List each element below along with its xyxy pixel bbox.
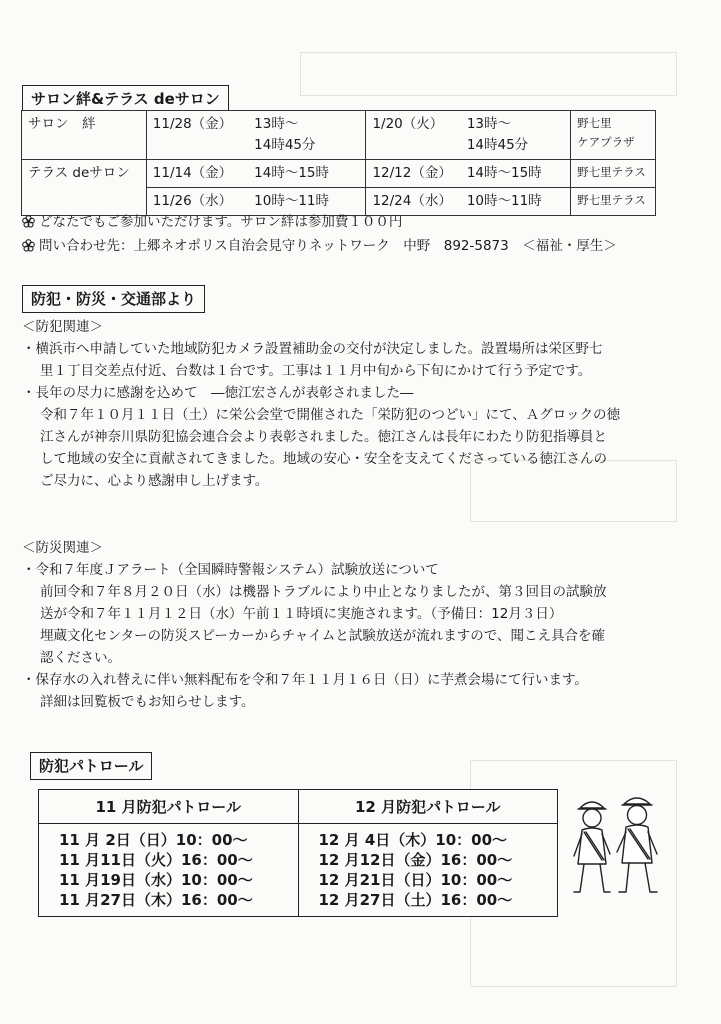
salon-date: 12/12（金）	[366, 160, 461, 188]
patrol-row	[39, 824, 558, 851]
salon-note	[22, 212, 402, 232]
patrol-section-title: 防犯パトロール	[30, 752, 152, 780]
salon-note-text: どなたでもご参加いただけます。サロン絆は参加費１００円	[39, 214, 403, 230]
bouhan-item-cont: して地域の安全に貢献されてきました。地域の安心・安全を支えてくださっている徳江さんの	[40, 451, 607, 467]
patrol-nov-date: 11 月27日（木）16：00～	[39, 890, 299, 917]
patrol-nov-date: 11 月 2日（日）10：00～	[39, 824, 299, 851]
salon-date: 12/24（水）	[366, 188, 461, 216]
bouhan-item-cont: 江さんが神奈川県防犯協会連合会より表彰されました。徳江さんは長年にわたり防犯指導員と	[40, 429, 607, 445]
bousai-item: ・令和７年度Ｊアラート（全国瞬時警報システム）試験放送について	[22, 562, 439, 578]
patrol-row	[39, 870, 558, 890]
patrol-dec-date: 12 月 4日（木）10：00～	[298, 824, 558, 851]
bousai-item-cont: 送が令和７年１１月１２日（水）午前１１時頃に実施されます。（予備日：12月３日）	[40, 606, 563, 622]
bouhan-item: ・長年の尽力に感謝を込めて ―徳江宏さんが表彰されました―	[22, 385, 414, 401]
salon-name: サロン 絆	[22, 111, 147, 160]
patrol-row	[39, 850, 558, 870]
bleed-through-box	[300, 52, 677, 96]
salon-section-title: サロン絆&テラス deサロン	[22, 85, 229, 113]
salon-row	[22, 111, 656, 160]
patrol-dec-date: 12 月27日（土）16：00～	[298, 890, 558, 917]
patrol-dec-date: 12 月21日（日）10：00～	[298, 870, 558, 890]
bousai-item-cont: 前回令和７年８月２０日（水）は機器トラブルにより中止となりましたが、第３回目の試験放	[40, 584, 607, 600]
bouhan-item-cont: 令和７年１０月１１日（土）に栄公会堂で開催された「栄防犯のつどい」にて、Ａグロックの徳	[40, 407, 620, 423]
bousai-item-cont: 認ください。	[40, 650, 121, 666]
salon-time: 14時～15時	[461, 160, 571, 188]
patrol-dec-date: 12 月12日（金）16：00～	[298, 850, 558, 870]
flower-icon	[22, 214, 35, 227]
salon-name: テラス deサロン	[22, 160, 147, 216]
bousai-section-body	[22, 537, 682, 713]
patrol-nov-date: 11 月19日（水）10：00～	[39, 870, 299, 890]
crime-section-body	[22, 316, 682, 492]
patrol-row	[39, 890, 558, 917]
salon-date: 11/28（金）	[146, 111, 248, 160]
salon-time: 13時～ 14時45分	[248, 111, 366, 160]
bouhan-item-cont: ご尽力に、心より感謝申し上げます。	[40, 473, 269, 489]
bousai-item-cont: 埋蔵文化センターの防災スピーカーからチャイムと試験放送が流れますので、聞こえ具合を確	[40, 628, 605, 644]
salon-time: 13時～ 14時45分	[461, 111, 571, 160]
salon-schedule-table	[21, 110, 656, 216]
salon-contact-text: 問い合わせ先：上郷ネオポリス自治会見守りネットワーク 中野 892-5873 ＜福祉・厚生＞	[39, 238, 617, 254]
salon-time: 10時～11時	[248, 188, 366, 216]
patrol-nov-date: 11 月11日（火）16：00～	[39, 850, 299, 870]
patrol-dec-heading: 12 月防犯パトロール	[298, 790, 558, 824]
salon-location: 野七里テラス	[571, 188, 656, 216]
flower-icon	[22, 238, 35, 251]
bouhan-item: ・横浜市へ申請していた地域防犯カメラ設置補助金の交付が決定しました。設置場所は栄区野七	[22, 341, 603, 357]
bousai-item-cont: 詳細は回覧板でもお知らせします。	[40, 694, 255, 710]
patrol-schedule-table	[38, 789, 558, 917]
salon-time: 14時～15時	[248, 160, 366, 188]
patrol-people-illustration	[562, 790, 672, 900]
patrol-nov-heading: 11 月防犯パトロール	[39, 790, 299, 824]
salon-location: 野七里テラス	[571, 160, 656, 188]
bousai-item: ・保存水の入れ替えに伴い無料配布を令和７年１１月１６日（日）に芋煮会場にて行います。	[22, 672, 588, 688]
salon-date: 11/14（金）	[146, 160, 248, 188]
salon-contact	[22, 236, 617, 256]
bouhan-heading: ＜防犯関連＞	[22, 319, 103, 335]
bouhan-item-cont: 里１丁目交差点付近、台数は１台です。工事は１１月中旬から下旬にかけて行う予定です。	[40, 363, 592, 379]
crime-section-title: 防犯・防災・交通部より	[22, 285, 205, 313]
salon-date: 1/20（火）	[366, 111, 461, 160]
salon-location: 野七里 ケアプラザ	[571, 111, 656, 160]
salon-time: 10時～11時	[461, 188, 571, 216]
bousai-heading: ＜防災関連＞	[22, 540, 103, 556]
salon-row	[22, 160, 656, 188]
salon-date: 11/26（水）	[146, 188, 248, 216]
